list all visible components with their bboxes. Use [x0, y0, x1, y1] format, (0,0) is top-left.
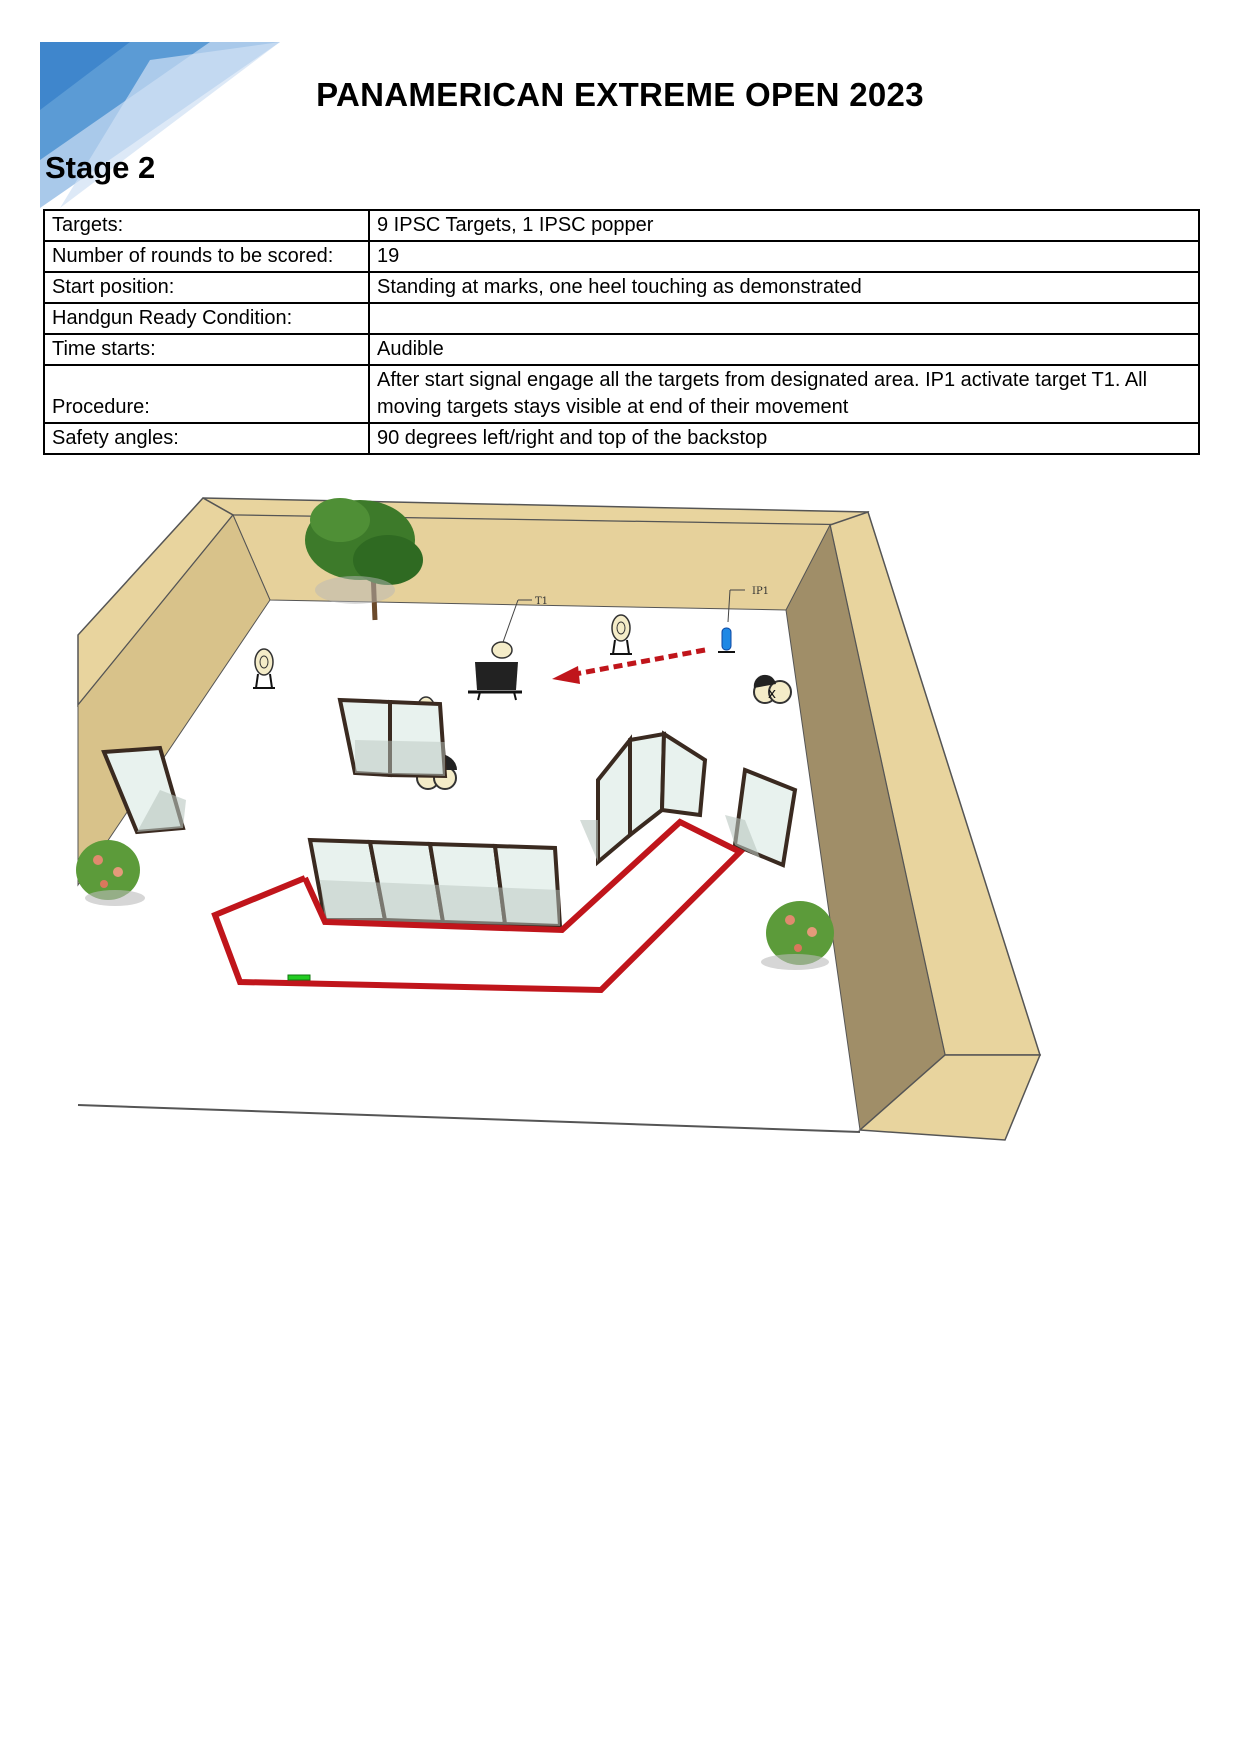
targets-label: Targets: — [44, 210, 369, 241]
table-row — [44, 210, 1199, 241]
ready-condition-label: Handgun Ready Condition: — [44, 303, 369, 334]
table-row — [44, 365, 1199, 423]
procedure-line-1: After start signal engage all the targets from designated area. IP1 activate target T1. All — [377, 369, 1148, 391]
rounds-value: 19 — [369, 241, 1199, 272]
ready-condition-value — [369, 303, 1199, 334]
safety-angles-label: Safety angles: — [44, 423, 369, 454]
procedure-value — [369, 365, 1199, 423]
glass-wall-long — [310, 840, 560, 926]
label-ip1: IP1 — [752, 586, 770, 597]
stage-info-table — [43, 209, 1200, 455]
glass-wall-center-pair — [340, 700, 445, 776]
start-position-value: Standing at marks, one heel touching as demonstrated — [369, 272, 1199, 303]
start-position-label: Start position: — [44, 272, 369, 303]
table-row — [44, 334, 1199, 365]
svg-text:x: x — [767, 686, 777, 702]
table-row — [44, 303, 1199, 334]
table-row — [44, 423, 1199, 454]
time-starts-label: Time starts: — [44, 334, 369, 365]
start-mark — [288, 975, 310, 980]
time-starts-value: Audible — [369, 334, 1199, 365]
table-row — [44, 272, 1199, 303]
stage-diagram — [0, 480, 1240, 1160]
targets-value: 9 IPSC Targets, 1 IPSC popper — [369, 210, 1199, 241]
table-row — [44, 241, 1199, 272]
label-t1: T1 — [535, 596, 549, 607]
page-title: PANAMERICAN EXTREME OPEN 2023 — [316, 76, 924, 113]
procedure-label: Procedure: — [44, 365, 369, 423]
rounds-label: Number of rounds to be scored: — [44, 241, 369, 272]
safety-angles-value: 90 degrees left/right and top of the backstop — [369, 423, 1199, 454]
stage-heading: Stage 2 — [45, 150, 156, 185]
procedure-line-2: moving targets stays visible at end of their movement — [377, 396, 849, 418]
